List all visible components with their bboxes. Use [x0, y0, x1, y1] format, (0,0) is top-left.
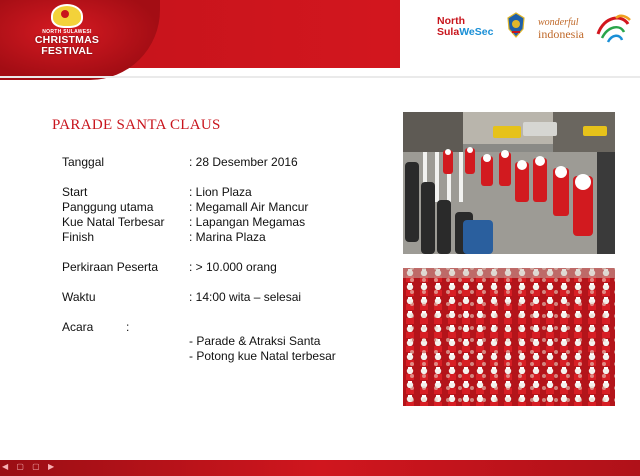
province-emblem-icon	[506, 12, 526, 38]
value-start: : Lion Plaza	[189, 185, 252, 199]
logo-sula: Sula	[437, 26, 460, 38]
slide-title: PARADE SANTA CLAUS	[52, 117, 221, 133]
slide-footer-banner	[0, 460, 640, 476]
label-kue-natal: Kue Natal Terbesar	[62, 215, 165, 229]
santa-crowd-photo	[403, 268, 615, 406]
label-acara: Acara	[62, 320, 94, 334]
label-waktu: Waktu	[62, 290, 96, 304]
north-sulawesec-logo	[437, 16, 493, 38]
acara-colon: :	[126, 320, 130, 334]
garuda-swirl-icon	[594, 12, 634, 46]
value-waktu: : 14:00 wita – selesai	[189, 290, 302, 304]
festival-logo-line1: NORTH SULAWESI	[42, 29, 92, 35]
acara-item-parade: - Parade & Atraksi Santa	[189, 334, 321, 348]
logo-indonesia: indonesia	[538, 27, 584, 41]
value-perkiraan-peserta: : > 10.000 orang	[189, 260, 277, 274]
value-panggung-utama: : Megamall Air Mancur	[189, 200, 309, 214]
logo-wonderful: wonderful	[538, 17, 579, 28]
slideshow-controls-icon[interactable]: ◀ ▢ ▢ ▶	[2, 462, 58, 471]
value-tanggal: : 28 Desember 2016	[189, 155, 298, 169]
wonderful-indonesia-logo	[538, 18, 584, 40]
festival-logo-line2: CHRISTMAS FESTIVAL	[34, 34, 100, 57]
label-start: Start	[62, 185, 88, 199]
label-panggung-utama: Panggung utama	[62, 200, 154, 214]
logo-north: North	[437, 15, 465, 27]
santa-parade-street-photo	[403, 112, 615, 254]
value-kue-natal: : Lapangan Megamas	[189, 215, 306, 229]
festival-badge-icon	[51, 4, 83, 28]
header-separator	[0, 76, 640, 78]
festival-logo	[8, 4, 126, 64]
label-finish: Finish	[62, 230, 95, 244]
acara-item-kue: - Potong kue Natal terbesar	[189, 349, 336, 363]
value-finish: : Marina Plaza	[189, 230, 266, 244]
label-tanggal: Tanggal	[62, 155, 105, 169]
logo-wesec: WeSec	[459, 26, 494, 38]
label-perkiraan-peserta: Perkiraan Peserta	[62, 260, 159, 274]
